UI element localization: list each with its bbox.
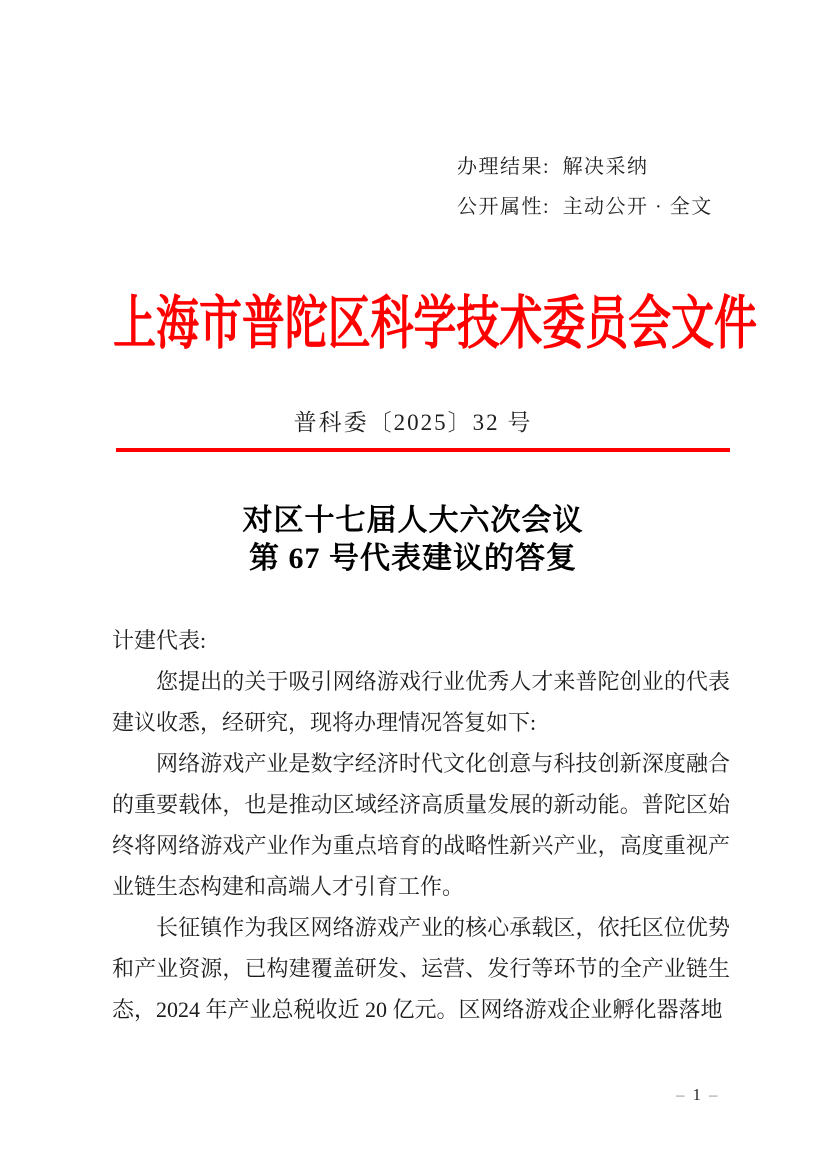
publicity-label: 公开属性: xyxy=(457,196,551,218)
document-body xyxy=(112,620,730,1030)
red-divider-line xyxy=(116,448,730,452)
document-title-line1: 对区十七届人大六次会议 xyxy=(242,504,584,537)
publicity-row xyxy=(457,187,713,227)
masthead-org-title: 上海市普陀区科学技术委员会文件 xyxy=(113,291,757,356)
masthead xyxy=(0,276,826,360)
page-number-value: 1 xyxy=(692,1085,701,1104)
salutation: 计建代表: xyxy=(112,628,207,653)
document-paragraph: 网络游戏产业是数字经济时代文化创意与科技创新深度融合的重要载体，也是推动区域经济高质量发展的新动能。普陀区始终将网络游戏产业作为重点培育的战略性新兴产业，高度重视产业链生态构建和高端人才引育工作。 xyxy=(112,751,730,899)
page-number-dash-right: – xyxy=(709,1085,718,1104)
document-title-line2: 第 67 号代表建议的答复 xyxy=(249,542,577,575)
document-title xyxy=(0,502,826,578)
document-number: 普科委〔2025〕32 号 xyxy=(293,410,533,435)
meta-info-block xyxy=(457,147,713,227)
handling-result-value: 解决采纳 xyxy=(562,156,649,178)
document-paragraph: 您提出的关于吸引网络游戏行业优秀人才来普陀创业的代表建议收悉，经研究，现将办理情况答复如下: xyxy=(112,669,730,735)
document-paragraph: 长征镇作为我区网络游戏产业的核心承载区，依托区位优势和产业资源，已构建覆盖研发、运营、发行等环节的全产业链生态，2024 年产业总税收近 20 亿元。区网络游戏企业孵化器落地 xyxy=(112,915,730,1022)
handling-result-label: 办理结果: xyxy=(457,156,551,178)
publicity-value: 主动公开 · 全文 xyxy=(562,196,713,218)
handling-result-row xyxy=(457,147,713,187)
page-number-dash-left: – xyxy=(676,1085,685,1104)
page-number xyxy=(676,1085,718,1105)
